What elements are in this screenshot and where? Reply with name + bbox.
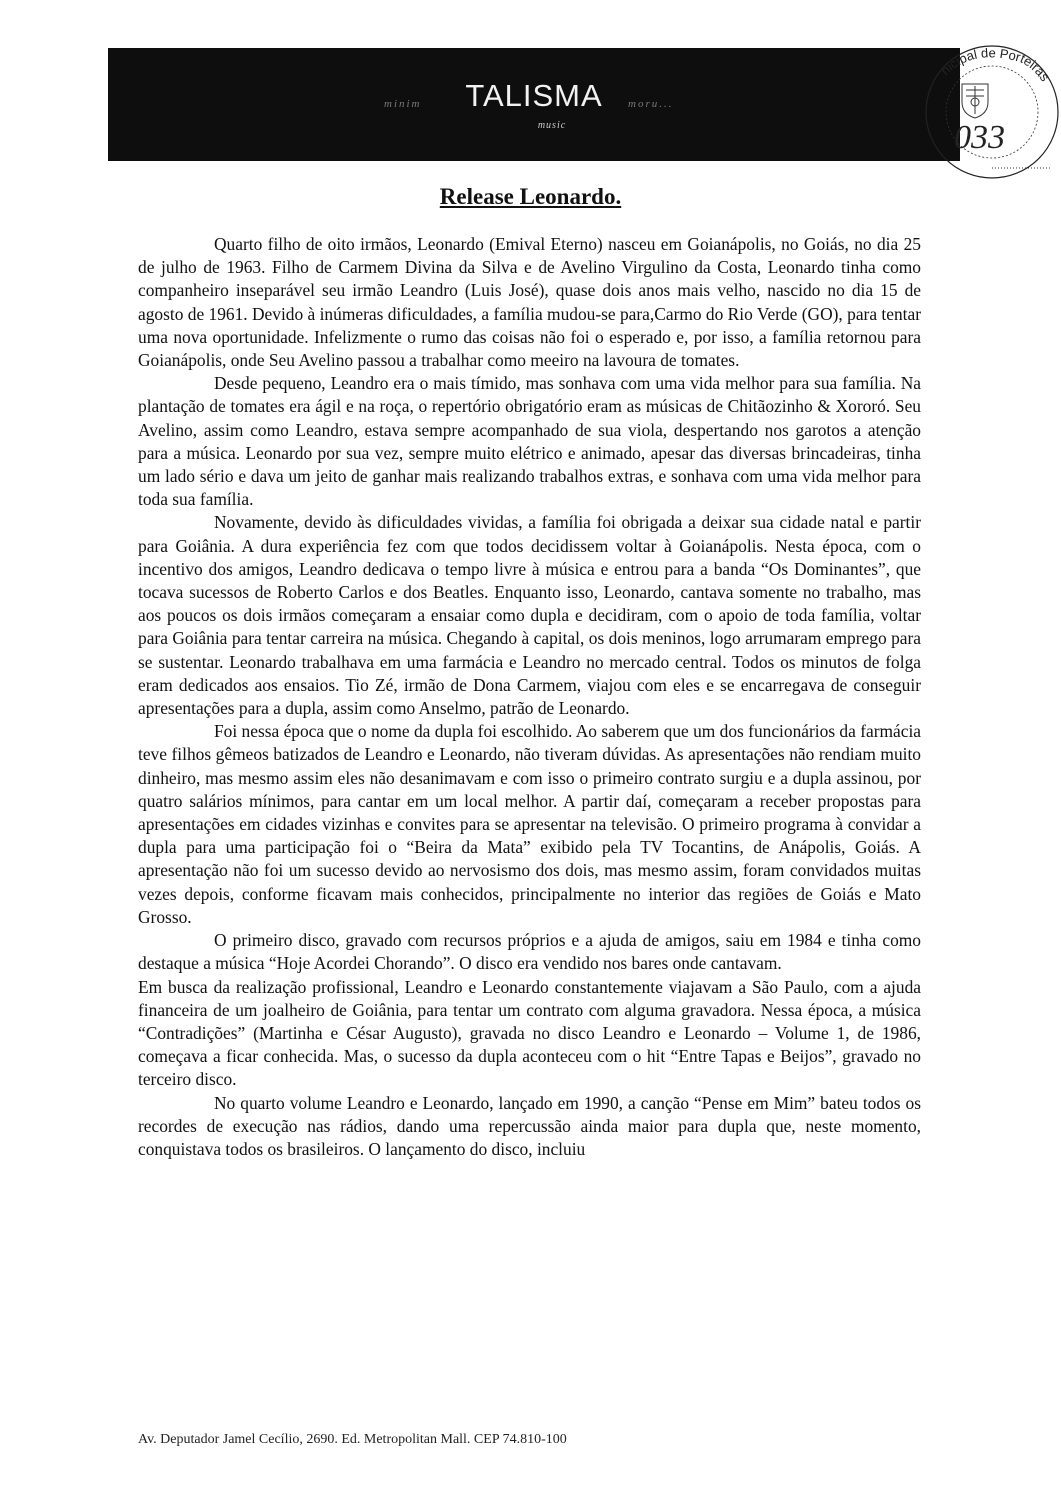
paragraph: Em busca da realização profissional, Leandro e Leonardo constantemente viajavam a São Paulo, com a ajuda financeira de um joalheiro de Goiânia, para tentar um contrato com alguma gravadora. Nessa época, a música “Contradições” (Martinha e César Augusto), gravada no disco Leandro e Leonardo – Volume 1, de 1986, começava a ficar conhecida. Mas, o sucesso da dupla aconteceu com o hit “Entre Tapas e Beijos”, gravado no terceiro disco. (138, 976, 921, 1090)
paragraph: Foi nessa época que o nome da dupla foi escolhido. Ao saberem que um dos funcionários da farmácia teve filhos gêmeos batizados de Leandro e Leonardo, não tiveram dúvidas. As apresentações não rendiam muito dinheiro, mas mesmo assim eles não desanimavam e com isso o primeiro contrato surgiu e a dupla assinou, por quatro salários mínimos, para cantar em um local melhor. A partir daí, começaram a receber propostas para apresentações em cidades vizinhas e convites para se apresentar na televisão. O primeiro programa à convidar a dupla para uma participação foi o “Beira da Mata” exibido pela TV Tocantins, de Anápolis, Goiás. A apresentação não foi um sucesso devido ao nervosismo dos dois, mas mesmo assim, foram convidados muitas vezes depois, conforme ficavam mais conhecidos, principalmente no interior das regiões de Goiás e Mato Grosso. (138, 721, 922, 927)
brand-tagline: music (537, 120, 567, 131)
footer-address: Av. Deputador Jamel Cecílio, 2690. Ed. Metropolitan Mall. CEP 74.810-100 (138, 1432, 567, 1447)
brand-ornament-left: minim (384, 98, 422, 110)
stamp-number: 033 (954, 119, 1005, 156)
paragraph: Quarto filho de oito irmãos, Leonardo (Emival Eterno) nasceu em Goianápolis, no Goiás, no dia 25 de julho de 1963. Filho de Carmem Divina da Silva e de Avelino Virgulino da Costa, Leonardo tinha como companheiro inseparável seu irmão Leandro (Luis José), quase dois anos mais velho, nascido no dia 15 de agosto de 1961. Devido à inúmeras dificuldades, a família mudou-se para,Carmo do Rio Verde (GO), para tentar uma nova oportunidade. Infelizmente o rumo das coisas não foi o esperado e, por isso, a família retornou para Goianápolis, onde Seu Avelino passou a trabalhar como meeiro na lavoura de tomates. (138, 234, 921, 371)
document-title: Release Leonardo. (439, 184, 622, 209)
brand-logo-text: TALISMA (465, 78, 603, 113)
paragraph: O primeiro disco, gravado com recursos próprios e a ajuda de amigos, saiu em 1984 e tinha como destaque a música “Hoje Acordei Chorando”. O disco era vendido nos bares onde cantavam. (138, 930, 921, 974)
svg-text:nicipal de Porteiras: nicipal de Porteiras (937, 45, 1053, 85)
paragraph: Desde pequeno, Leandro era o mais tímido, mas sonhava com uma vida melhor para sua família. Na plantação de tomates era ágil e na roça, o repertório obrigatório eram as músicas de Chitãozinho & Xororó. Seu Avelino, assim como Leandro, estava sempre acompanhado de sua viola, despertando nos garotos a atenção para a música. Leonardo por sua vez, sempre muito elétrico e animado, apesar das diversas brincadeiras, tinha um lado sério e dava um jeito de ganhar mais realizando trabalhos extras, e sonhava com uma vida melhor para toda sua família. (138, 373, 921, 510)
municipal-stamp (912, 40, 1061, 190)
paragraph: Novamente, devido às dificuldades vividas, a família foi obrigada a deixar sua cidade natal e partir para Goiânia. A dura experiência fez com que todos decidissem voltar à Goianápolis. Nesta época, com o incentivo dos amigos, Leandro dedicava o tempo livre à música e entrou para a banda “Os Dominantes”, que tocava sucessos de Roberto Carlos e dos Beatles. Enquanto isso, Leonardo, cantava somente no trabalho, mas aos poucos os dois irmãos começaram a ensaiar como dupla e decidiram, com o apoio de toda família, voltar para Goiânia para tentar carreira na música. Chegando à capital, os dois meninos, logo arrumaram emprego para se sustentar. Leonardo trabalhava em uma farmácia e Leandro no mercado central. Todos os minutos de folga eram dedicados aos ensaios. Tio Zé, irmão de Dona Carmem, viajou com eles e se encarregava de conseguir apresentações para a dupla, assim como Anselmo, patrão de Leonardo. (138, 512, 921, 719)
brand-ornament-right: moru... (628, 98, 674, 110)
paragraph: No quarto volume Leandro e Leonardo, lançado em 1990, a canção “Pense em Mim” bateu todos os recordes de execução nas rádios, dando uma repercussão ainda maior para dupla que, neste momento, conquistava todos os brasileiros. O lançamento do disco, incluiu (138, 1092, 921, 1159)
release-body (138, 233, 921, 1161)
coat-of-arms-icon (962, 84, 988, 118)
letterhead-banner (108, 48, 960, 161)
